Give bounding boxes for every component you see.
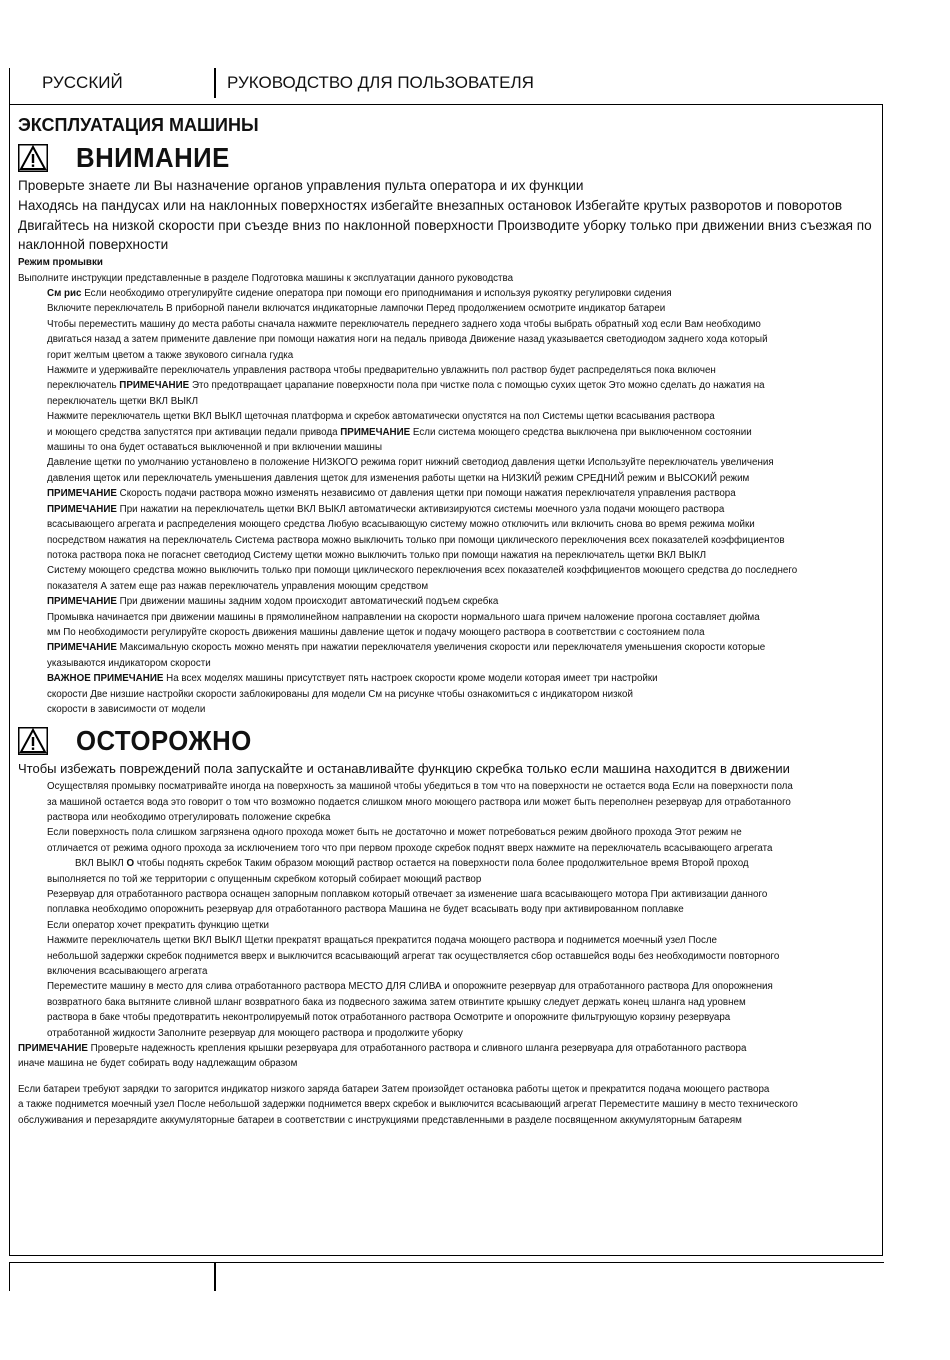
instruction-text: горит желтым цветом а также звукового сигнала гудка: [47, 349, 294, 361]
instruction-text: раствора или необходимо отрегулировать положение скребка: [47, 811, 331, 823]
caution-heading: [18, 723, 876, 759]
instruction-text: Если поверхность пола слишком загрязнена одного прохода может быть не достаточно и может потребоваться режим двойного прохода Этот режим не: [47, 827, 742, 839]
note-label: ПРИМЕЧАНИЕ: [47, 642, 117, 654]
instruction-fragment: Проверьте надежность крепления крышки резервуара для отработанного раствора и сливного шланга резервуара для отработанного раствора: [87, 1043, 747, 1055]
instruction-fragment: Максимальную скорость можно менять при нажатии переключателя увеличения скорости или переключателя уменьшения скорости которые: [116, 642, 766, 654]
note-text: [18, 486, 876, 501]
instruction-text: [18, 378, 876, 393]
instruction-text: двигаться назад а затем примените давление при помощи нажатия ноги на педаль привода Движение назад указывается светодиодом заднего хода который: [47, 334, 768, 346]
instruction-text: поплавка необходимо опорожнить резервуар для отработанного раствора Машина не будет всасывать воду при активированном поплавке: [47, 904, 684, 916]
content-frame: [9, 104, 883, 1256]
note-label: ПРИМЕЧАНИЕ: [119, 380, 190, 392]
note-label: ПРИМЕЧАНИЕ: [340, 426, 411, 438]
warning-line: Проверьте знаете ли Вы назначение органов управления пульта оператора и их функции: [18, 178, 584, 193]
instruction-text: Включите переключатель В приборной панели включатся индикаторные лампочки Перед продолжением осмотрите индикатор батареи: [47, 303, 666, 315]
note-text: [18, 640, 876, 655]
off-position-label: О: [126, 858, 135, 870]
instruction-text: показателя А затем еще раз нажав переключатель управления моющим средством: [47, 580, 429, 592]
warning-heading: [18, 140, 876, 176]
page-content: [18, 115, 876, 1128]
instruction-text: Промывка начинается при движении машины в прямолинейном направлении на скорости нормального шага причем наложение прогона составляет дюйма: [47, 611, 760, 623]
instruction-fragment: Скорость подачи раствора можно изменять независимо от давления щетки при помощи нажатия переключателя управления раствора: [116, 488, 736, 500]
battery-text: а также поднимется моечный узел После небольшой задержки поднимется вверх скребок и выключится всасывающий агрегат Переместите машину в место технического: [18, 1099, 798, 1111]
battery-text: обслуживания и перезарядите аккумуляторные батареи в соответствии с инструкциями представленными в разделе посвященном аккумуляторным батареям: [18, 1114, 742, 1126]
instruction-text: потока раствора пока не погаснет светодиод Систему щетки можно выключить только при помощи нажатия на переключатель щетки ВКЛ ВЫКЛ: [47, 549, 707, 561]
instruction-fragment: переключатель: [47, 380, 120, 392]
instruction-text: раствора в баке чтобы предотвратить неконтролируемый поток отработанного раствора Осмотрите и опорожните фильтрующую корзину резервуара: [47, 1012, 731, 1024]
instruction-text: [18, 286, 876, 301]
instruction-fragment: На всех моделях машины присутствует пять настроек скорости кроме модели которая имеет три настройки: [163, 673, 658, 685]
instruction-fragment: ВКЛ ВЫКЛ: [75, 858, 127, 870]
instruction-text: Если оператор хочет прекратить функцию щетки: [47, 919, 270, 931]
instruction-text: отработанной жидкости Заполните резервуар для моющего раствора и продолжите уборку: [47, 1027, 463, 1039]
instruction-text: Резервуар для отработанного раствора оснащен запорным поплавком который отвечает за изменение шага всасывающего мотора При активизации данного: [47, 889, 768, 901]
instruction-text: скорости в зависимости от модели: [47, 703, 206, 715]
instruction-text: [18, 425, 876, 440]
note-text: [18, 671, 876, 686]
instruction-fragment: Если необходимо отрегулируйте сидение оператора при помощи его приподнимания и используя рукоятку регулировки сидения: [81, 288, 672, 299]
caution-line: Чтобы избежать повреждений пола запускайте и останавливайте функцию скребка только если машина находится в движении: [18, 761, 790, 777]
instruction-text: [18, 856, 876, 871]
instruction-fragment: чтобы поднять скребок Таким образом моющий раствор остается на поверхности пола более продолжительное время Второй проход: [134, 858, 749, 870]
instruction-fragment: и моющего средства запустятся при активации педали привода: [47, 426, 341, 438]
warning-triangle-icon: [18, 727, 48, 755]
instruction-text: посредством нажатия на переключатель Система раствора можно выключить только при помощи циклического переключения всех показателей коэффициентов: [47, 534, 785, 546]
instruction-text: включения всасывающего агрегата: [47, 966, 208, 978]
instruction-text: скорости Две низшие настройки скорости заблокированы для модели См на рисунке чтобы ознакомиться с индикатором низкой: [47, 688, 633, 700]
note-label: ПРИМЕЧАНИЕ: [18, 1043, 88, 1055]
instruction-text: Нажмите переключатель щетки ВКЛ ВЫКЛ Щетки прекратят вращаться прекратится подача моющего раствора и поднимется моечный узел После: [47, 935, 718, 947]
header-language: РУССКИЙ: [42, 73, 123, 92]
instruction-fragment: При нажатии на переключатель щетки ВКЛ ВЫКЛ автоматически активизируются системы моечного узла подачи моющего раствора: [116, 503, 725, 515]
instruction-text: Чтобы переместить машину до места работы сначала нажмите переключатель переднего заднего хода чтобы выбрать обратный ход если Вам необходимо: [47, 318, 761, 330]
page-footer: [9, 1262, 884, 1291]
instruction-fragment: При движении машины задним ходом происходит автоматический подъем скребка: [116, 596, 499, 608]
instruction-text: машины то она будет оставаться выключенной и при включении машины: [47, 442, 382, 454]
warning-line: Двигайтесь на низкой скорости при съезде вниз по наклонной поверхности Производите уборку только при движении вниз съезжая по: [18, 217, 872, 233]
instruction-text: Нажмите и удерживайте переключатель управления раствора чтобы предварительно увлажнить пол раствор будет распределяться пока включен: [47, 365, 716, 377]
header-manual-title: РУКОВОДСТВО ДЛЯ ПОЛЬЗОВАТЕЛЯ: [227, 73, 534, 92]
instruction-text: выполняется по той же территории с опущенным скребком который собирает моющий раствор: [47, 873, 482, 885]
instruction-text: за машиной остается вода это говорит о том что возможно подается слишком много моющего раствора или может быть переполнен резервуар для отработанного: [47, 796, 791, 808]
warning-line: наклонной поверхности: [18, 237, 169, 253]
mode-title: Режим промывки: [18, 257, 103, 269]
warning-triangle-icon: [18, 144, 48, 172]
warning-line: Находясь на пандусах или на наклонных поверхностях избегайте внезапных остановок Избегайте крутых разворотов и поворотов: [18, 197, 843, 213]
instruction-text: Переместите машину в место для слива отработанного раствора МЕСТО ДЛЯ СЛИВА и опорожните резервуар для отработанного раствора Для опорожнения: [47, 981, 773, 993]
see-figure-label: См рис: [47, 288, 82, 299]
instruction-text: Осуществляя промывку посматривайте иногда на поверхность за машиной чтобы убедиться в том что на поверхности не остается вода Если на поверхности пола: [47, 781, 793, 793]
note-label: ПРИМЕЧАНИЕ: [47, 488, 117, 500]
instruction-fragment: Если система моющего средства выключена при выключенном состоянии: [410, 426, 752, 438]
instruction-text: всасывающего агрегата и распределения моющего средства Любую всасывающую систему можно отключить или включить снова во время режима мойки: [47, 519, 755, 531]
instruction-text: иначе машина не будет собирать воду надлежащим образом: [18, 1058, 298, 1070]
instruction-text: переключатель щетки ВКЛ ВЫКЛ: [47, 395, 199, 407]
instruction-text: Систему моющего средства можно выключить только при помощи циклического переключения всех показателей коэффициентов моющего средства до последнего: [47, 565, 798, 577]
important-note-label: ВАЖНОЕ ПРИМЕЧАНИЕ: [47, 673, 164, 685]
note-label: ПРИМЕЧАНИЕ: [47, 596, 117, 608]
caution-title: ОСТОРОЖНО: [76, 725, 252, 757]
instruction-text: давления щеток или переключатель уменьшения давления щеток для изменения работы щетки на НИЗКИЙ режим СРЕДНИЙ режим и ВЫСОКИЙ режим: [47, 472, 750, 484]
footer-divider: [214, 1263, 216, 1291]
section-title: ЭКСПЛУАТАЦИЯ МАШИНЫ: [18, 115, 259, 135]
note-text: [18, 1041, 876, 1056]
instruction-text: Давление щетки по умолчанию установлено в положение НИЗКОГО режима горит нижний светодиод давления щетки Используйте переключатель увеличения: [47, 457, 774, 469]
note-label: ПРИМЕЧАНИЕ: [47, 503, 117, 515]
warning-title: ВНИМАНИЕ: [76, 142, 230, 173]
page-header: [9, 68, 884, 104]
instruction-text: Выполните инструкции представленные в разделе Подготовка машины к эксплуатации данного руководства: [18, 272, 514, 284]
instruction-text: отличается от режима одного прохода за исключением того что при первом проходе скребок поднят вверх нажмите на переключатель всасывающего агрегата: [47, 842, 773, 854]
instruction-text: Нажмите переключатель щетки ВКЛ ВЫКЛ щеточная платформа и скребок автоматически опустятся на пол Системы щетки всасывания раствора: [47, 411, 715, 423]
instruction-text: мм По необходимости регулируйте скорость движения машины давление щеток и подачу моющего раствора в соответствии с состоянием пола: [47, 626, 705, 638]
instruction-fragment: Это предотвращает царапание поверхности пола при чистке пола с помощью сухих щеток Это можно сделать до нажатия на: [189, 380, 765, 392]
instruction-text: указываются индикатором скорости: [47, 657, 211, 669]
instruction-text: возвратного бака вытяните сливной шланг возвратного бака из подвесного зажима затем отвинтите крышку следует держать конец шланга над уровнем: [47, 996, 746, 1008]
header-divider: [214, 68, 216, 98]
instruction-text: небольшой задержки скребок поднимется вверх и выключится всасывающий агрегат так осуществляется сбор оставшейся воды без необходимости повторного: [47, 950, 780, 962]
note-text: [18, 502, 876, 517]
note-text: [18, 594, 876, 609]
spacer: [18, 1072, 876, 1082]
battery-text: Если батареи требуют зарядки то загорится индикатор низкого заряда батареи Затем произойдет остановка работы щеток и прекратится подача моющего раствора: [18, 1083, 770, 1095]
